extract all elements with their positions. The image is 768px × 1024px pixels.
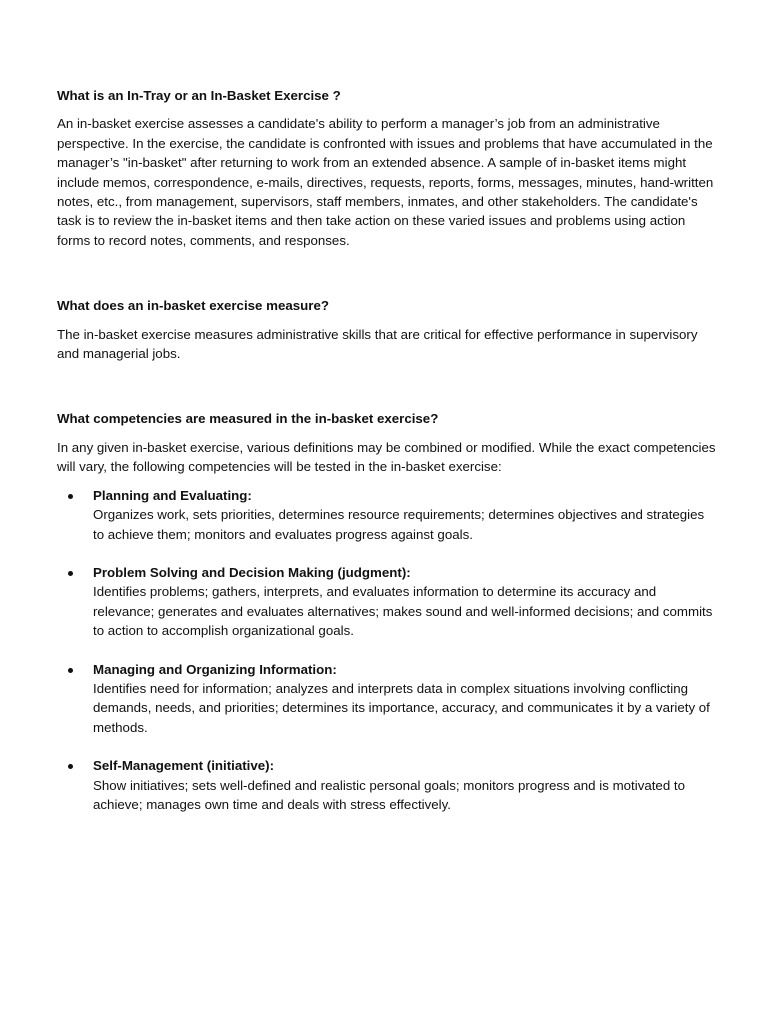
competency-title: Self-Management (initiative): — [93, 758, 275, 774]
competency-description: Organizes work, sets priorities, determines resource requirements; determines objectives and strategies to achieve them; monitors and evaluates progress against goals. — [93, 507, 705, 542]
bullet-icon — [68, 668, 73, 673]
list-item — [57, 660, 717, 738]
section-paragraph: In any given in-basket exercise, various definitions may be combined or modified. While the exact competencies will vary, the following competencies will be tested in the in-basket exercise: — [57, 439, 716, 475]
section-in-tray-definition — [57, 86, 717, 250]
bullet-icon — [68, 571, 73, 576]
competency-title: Managing and Organizing Information: — [93, 661, 337, 677]
section-heading: What competencies are measured in the in-basket exercise? — [57, 411, 439, 427]
competency-title: Problem Solving and Decision Making (judgment): — [93, 564, 411, 580]
bullet-icon — [68, 764, 73, 769]
competency-description: Identifies problems; gathers, interprets, and evaluates information to determine its accuracy and relevance; generates and evaluates alternatives; makes sound and well-informed decisions; and commits to action to accomplish organizational goals. — [93, 584, 713, 639]
section-paragraph: An in-basket exercise assesses a candidate's ability to perform a manager’s job from an administrative perspective. In the exercise, the candidate is confronted with issues and problems that have accumulated in the manager’s "in-basket" after returning to work from an extended absence. A sample of in-basket items might include memos, correspondence, e-mails, directives, requests, reports, forms, messages, minutes, hand-written notes, etc., from management, supervisors, staff members, inmates, and other stakeholders. The candidate's task is to review the in-basket items and then take action on these varied issues and problems using action forms to record notes, comments, and responses. — [57, 116, 714, 248]
competency-title: Planning and Evaluating: — [93, 487, 252, 503]
section-heading: What is an In-Tray or an In-Basket Exercise ? — [57, 88, 341, 103]
section-paragraph: The in-basket exercise measures administrative skills that are critical for effective performance in supervisory and managerial jobs. — [57, 326, 698, 362]
section-heading: What does an in-basket exercise measure? — [57, 298, 329, 314]
list-item — [57, 563, 717, 641]
document-page — [57, 86, 717, 833]
competency-description: Identifies need for information; analyzes and interprets data in complex situations involving conflicting demands, needs, and priorities; determines its importance, accuracy, and communicates it by a variety of methods. — [93, 680, 710, 735]
bullet-icon — [68, 494, 73, 499]
section-what-it-measures — [57, 296, 717, 363]
competency-list — [57, 486, 717, 815]
list-item — [57, 756, 717, 814]
competency-description: Show initiatives; sets well-defined and realistic personal goals; monitors progress and is motivated to achieve; manages own time and deals with stress effectively. — [93, 777, 686, 812]
section-competencies — [57, 409, 717, 814]
list-item — [57, 486, 717, 544]
